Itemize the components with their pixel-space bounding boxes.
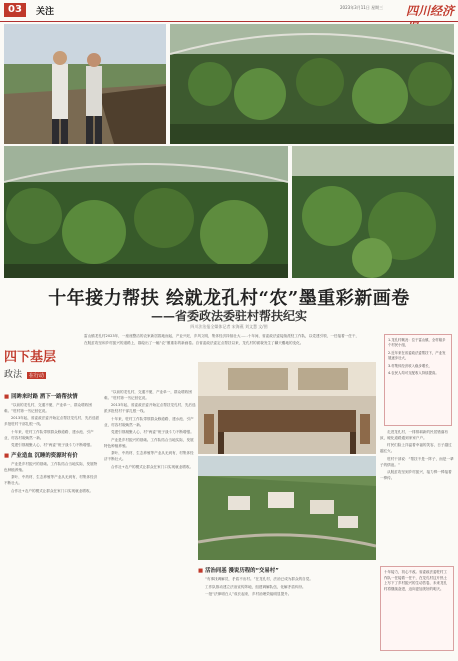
body-paragraph: 茶叶、中药材、生态养殖等产业从无到有，村集体经济不断壮大。 [104, 451, 194, 462]
body-paragraph: 党建引领凝聚人心，村“两委”班子战斗力不断增强。 [111, 430, 194, 435]
photo-village-aerial [198, 456, 376, 560]
closing-remarks: 十年接力，初心不改。省委政法委驻村工作队一任接着一任干，在龙孔村这片热土上写下了乡村振兴的生动答卷，未来龙孔村将继续奋进，迈向更加美好的明天。 [384, 570, 447, 591]
photo-officials-at-site [4, 24, 166, 144]
body-paragraph: 合作社+农户的模式让群众在家门口实现就业增收。 [11, 488, 94, 493]
section-label: 关注 [36, 7, 55, 17]
body-paragraph: 合作社+农户的模式让群众在家门口实现就业增收。 [111, 464, 194, 469]
body-paragraph: 2013年起，省委政法委开始定点帮扶龙孔村，先后选派多批驻村干部扎根一线。 [4, 416, 100, 427]
highlights-box [384, 334, 452, 426]
article-column-3 [380, 430, 454, 562]
article-column-lower [198, 564, 376, 658]
column-logo-sub [4, 367, 74, 380]
photo-village-field [4, 146, 288, 278]
highlight-item: 3.村集体经济收入稳步增长， [388, 363, 432, 368]
section-heading-2-text: 产业造血 沉睡的资源时有价 [11, 452, 78, 459]
section-bullet-icon: ■ [198, 568, 204, 574]
highlight-item: 4.农民人均可支配收入持续提高。 [388, 371, 439, 376]
section-heading-1-text: 回眸来时路 洒下一路帮扶情 [11, 394, 78, 400]
article-column-2 [104, 390, 196, 656]
byline: 四川法治报全媒体记者 宋海燕 刘文慧 文/图 [190, 324, 268, 329]
column-logo-main: 四下基层 [4, 350, 57, 365]
body-paragraph: 2013年起，省委政法委开始定点帮扶龙孔村，先后选派多批驻村干部扎根一线。 [104, 403, 196, 414]
body-paragraph: “以前的龙孔村，交通不便，产业单一，群众增收困难。”驻村第一书记回忆说。 [104, 390, 192, 400]
section-bullet-icon: ■ [4, 394, 10, 400]
body-paragraph: 从脱贫攻坚到乡村振兴，接力棒一棒接着一棒传。 [380, 470, 452, 480]
main-headline: 十年接力帮扶 绘就龙孔村“农”墨重彩新画卷 [48, 288, 410, 309]
highlight-item: 1.龙孔村概况：位于雷山镇，全村辖多个村民小组， [388, 338, 446, 348]
article-column-1 [4, 390, 100, 656]
photo-greenhouse-crops [170, 24, 454, 144]
body-paragraph: 村民们脸上洋溢着幸福的笑容，日子越过越红火。 [380, 443, 452, 454]
body-paragraph: 茶叶、中药材、生态养殖等产业从无到有，村集体经济不断壮大。 [4, 475, 98, 486]
highlight-item: 2.近年来在省委政法委帮扶下，产业发展逐步壮大， [388, 350, 446, 361]
section-heading-3 [198, 567, 376, 575]
section-heading-1 [4, 393, 100, 401]
body-paragraph: 驻村干部说：“帮扶不是一阵子，而是一辈子的情谊。” [380, 456, 454, 467]
newspaper-logo: 四川经济 [406, 4, 455, 18]
subheadline: ——省委政法委驻村帮扶纪实 [150, 309, 307, 323]
lead-paragraph [84, 334, 368, 348]
section-bullet-icon: ■ [4, 452, 10, 459]
photo-crop-closeup [292, 146, 454, 278]
closing-remarks-box [380, 566, 454, 651]
column-logo-tag: 在行动 [28, 373, 44, 379]
column-logo-sub-text: 政法 [4, 370, 23, 380]
body-paragraph: 产业是乡村振兴的基础。工作队结合当地实际，发展特色种植养殖。 [4, 461, 98, 472]
body-paragraph: 走进龙孔村，一排排崭新的民居错落有致，硬化道路通到家家户户。 [380, 430, 449, 440]
body-paragraph: 党建引领凝聚人心，村“两委”班子战斗力不断增强。 [11, 443, 94, 448]
body-paragraph: “以前的龙孔村，交通不便，产业单一，群众增收困难。”驻村第一书记回忆说。 [4, 403, 92, 413]
body-paragraph: “有事找调解员，矛盾不出村。”在龙孔村，法治已成为群众的自觉。 [205, 577, 313, 581]
body-paragraph: 十年来，驻村工作队带领群众修道路、建水池、引产业，村容村貌焕然一新。 [104, 416, 194, 427]
column-logo [4, 346, 74, 386]
issue-date: 2023年3月11日 星期三 [340, 5, 384, 10]
masthead [0, 0, 458, 22]
page-number-badge: 03 [4, 3, 26, 17]
body-paragraph: 十年来，驻村工作队带领群众修道路、建水池、引产业，村容村貌焕然一新。 [4, 429, 94, 440]
photo-meeting-room [198, 362, 376, 454]
section-heading-2 [4, 452, 100, 460]
lead-paragraph-1: 雷山镇龙孔村2023年，一座座整洁的农家新居拔地而起，产业兴旺，乡风文明，集体经济持续壮大……十年间，省委政法委接续派驻工作队，以党建引领，一任接着一任干， [84, 334, 360, 338]
section-heading-3-text: 活治同基 漫说历程的“交易村” [205, 568, 279, 574]
body-paragraph: 工作队推动建立法治宣传阵地，组建调解队伍，化解矛盾纠纷。 [205, 584, 306, 589]
body-paragraph: 一批“法律明白人”成长起来，乡村治理效能明显提升。 [205, 592, 292, 597]
lead-paragraph-2: 在脱贫攻坚和乡村振兴的道路上，描绘出了一幅“农”墨重彩的新画卷。自省委政法委定点帮扶以来，龙孔村的面貌发生了翻天覆地的变化。 [84, 340, 304, 345]
body-paragraph: 产业是乡村振兴的基础。工作队结合当地实际，发展特色种植养殖。 [104, 437, 194, 448]
